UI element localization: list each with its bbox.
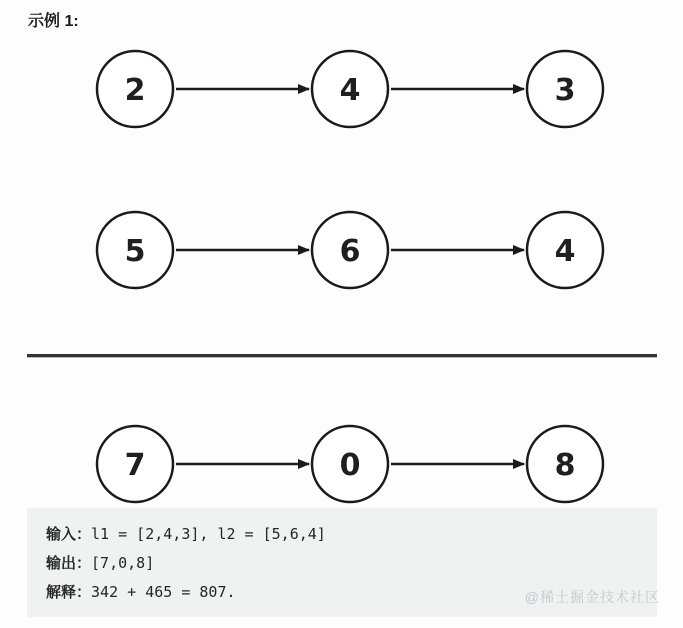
node-value: 3 <box>554 73 576 108</box>
node-value: 8 <box>554 448 576 483</box>
node-value: 7 <box>124 448 146 483</box>
node-value: 4 <box>554 234 576 269</box>
explanation-value: 342 + 465 = 807. <box>91 583 236 601</box>
node-value: 6 <box>339 234 361 269</box>
input-value: l1 = [2,4,3], l2 = [5,6,4] <box>91 525 326 543</box>
node-value: 5 <box>124 234 146 269</box>
linked-list-result <box>0 414 683 514</box>
node-value: 2 <box>124 73 146 108</box>
input-label: 输入： <box>46 526 92 543</box>
output-value: [7,0,8] <box>91 554 155 572</box>
linked-list-l2 <box>0 200 683 300</box>
output-label: 输出： <box>46 555 92 572</box>
watermark: @稀土掘金技术社区 <box>524 589 660 605</box>
node-value: 4 <box>339 73 361 108</box>
node-value: 0 <box>339 448 361 483</box>
linked-list-l1 <box>0 39 683 139</box>
output-line <box>46 549 657 578</box>
divider-line <box>27 354 657 357</box>
example-title: 示例 1: <box>28 13 79 30</box>
explanation-label: 解释： <box>46 584 92 601</box>
input-line <box>46 520 657 549</box>
